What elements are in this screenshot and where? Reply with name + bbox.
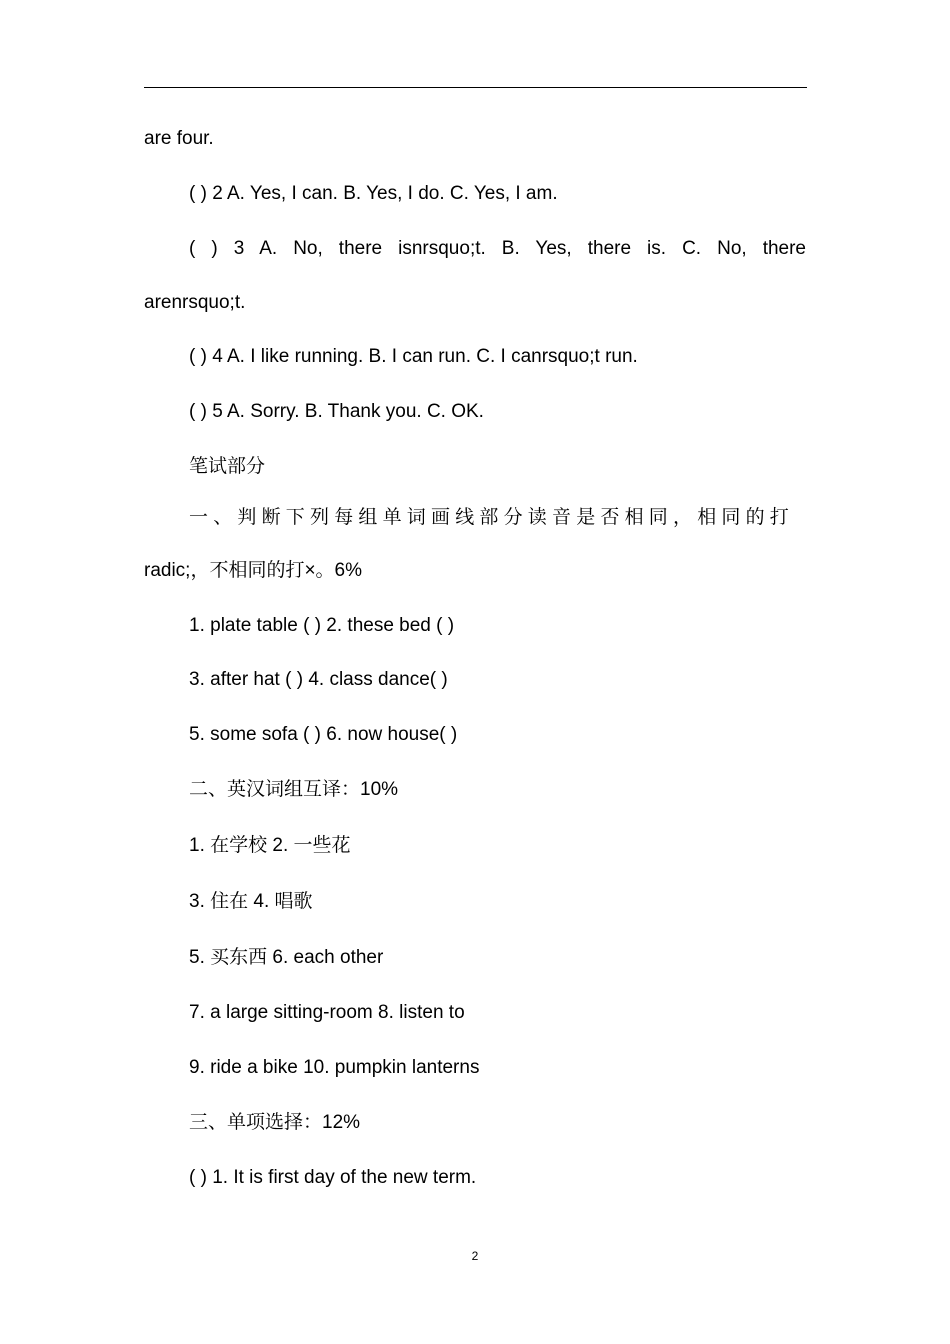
section-2-item-row: 3. 住在 4. 唱歌 <box>189 891 313 912</box>
listening-question-4: ( ) 4 A. I like running. B. I can run. C. I canrsquo;t run. <box>189 346 638 367</box>
listening-question-2: ( ) 2 A. Yes, I can. B. Yes, I do. C. Yes, I am. <box>189 183 558 204</box>
section-3-heading: 三、单项选择：12% <box>189 1112 361 1133</box>
section-1-item-row: 1. plate table ( ) 2. these bed ( ) <box>189 615 455 636</box>
section-1-item-row: 5. some sofa ( ) 6. now house( ) <box>189 724 458 745</box>
section-2-item-row: 7. a large sitting-room 8. listen to <box>189 1002 465 1023</box>
section-2-item-row: 5. 买东西 6. each other <box>189 947 384 968</box>
section-1-item-row: 3. after hat ( ) 4. class dance( ) <box>189 669 448 690</box>
written-section-heading: 笔试部分 <box>189 456 266 477</box>
section-2-item-row: 9. ride a bike 10. pumpkin lanterns <box>189 1057 480 1078</box>
section-2-heading: 二、英汉词组互译：10% <box>189 779 399 800</box>
page-number: 2 <box>471 1249 479 1263</box>
listening-question-5: ( ) 5 A. Sorry. B. Thank you. C. OK. <box>189 401 484 422</box>
listening-question-3-wrap: arenrsquo;t. <box>144 292 246 313</box>
text-line-continuation: are four. <box>144 128 214 149</box>
section-1-heading: 一、判断下列每组单词画线部分读音是否相同，相同的打 <box>189 507 795 528</box>
section-3-question-1: ( ) 1. It is first day of the new term. <box>189 1167 477 1188</box>
listening-question-3: ( ) 3 A. No, there isnrsquo;t. B. Yes, there is. C. No, there <box>189 238 806 259</box>
section-2-item-row: 1. 在学校 2. 一些花 <box>189 835 351 856</box>
section-1-heading-wrap: radic;，不相同的打×。6% <box>144 560 363 581</box>
header-rule <box>144 87 807 88</box>
